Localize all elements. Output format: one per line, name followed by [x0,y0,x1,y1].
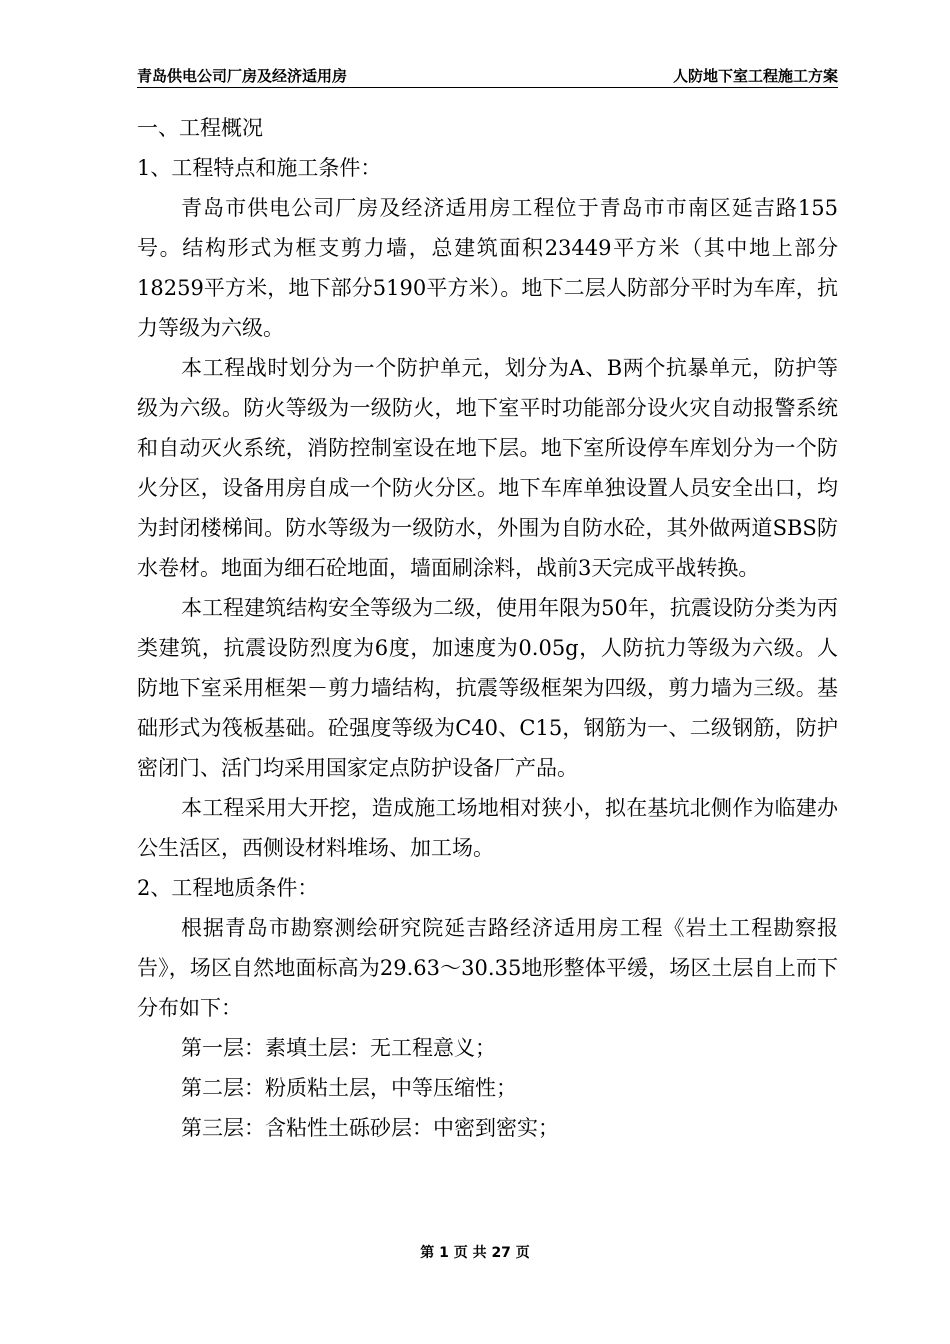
header-document-title: 人防地下室工程施工方案 [672,67,838,85]
paragraph-structure: 本工程建筑结构安全等级为二级，使用年限为50年，抗震设防分类为丙类建筑，抗震设防烈度为6度，加速度为0.05g，人防抗力等级为六级。人防地下室采用框架－剪力墙结构，抗震等级框架为四级，剪力墙为三级。基础形式为筏板基础。砼强度等级为C40、C15，钢筋为一、二级钢筋，防护密闭门、活门均采用国家定点防护设备厂产品。 [137,596,838,780]
paragraph-location: 青岛市供电公司厂房及经济适用房工程位于青岛市市南区延吉路155号。结构形式为框支剪力墙，总建筑面积23449平方米（其中地上部分18259平方米，地下部分5190平方米）。地下二层人防部分平时为车库，抗力等级为六级。 [137,196,838,340]
paragraph-geology: 根据青岛市勘察测绘研究院延吉路经济适用房工程《岩土工程勘察报告》，场区自然地面标高为29.63～30.35地形整体平缓，场区土层自上而下分布如下： [137,916,838,1020]
paragraph-protection: 本工程战时划分为一个防护单元，划分为A、B两个抗暴单元，防护等级为六级。防火等级为一级防火，地下室平时功能部分设火灾自动报警系统和自动灭火系统，消防控制室设在地下层。地下室所设停车库划分为一个防火分区，设备用房自成一个防火分区。地下车库单独设置人员安全出口，均为封闭楼梯间。防水等级为一级防水，外围为自防水砼，其外做两道SBS防水卷材。地面为细石砼地面，墙面刷涂料，战前3天完成平战转换。 [137,356,838,580]
paragraph-site: 本工程采用大开挖，造成施工场地相对狭小，拟在基坑北侧作为临建办公生活区，西侧设材料堆场、加工场。 [137,796,838,860]
layer-item: 第一层：素填土层：无工程意义； [181,1036,496,1060]
page-header [137,65,838,88]
section-heading-overview: 一、工程概况 [137,116,263,140]
document-body [137,108,838,1148]
subsection-heading-features: 1、工程特点和施工条件： [137,156,382,180]
layer-item: 第三层：含粘性土砾砂层：中密到密实； [181,1116,559,1140]
page-number: 第 1 页 共 27 页 [420,1245,530,1261]
header-project-name: 青岛供电公司厂房及经济适用房 [137,67,348,85]
layer-item: 第二层：粉质粘土层，中等压缩性； [181,1076,517,1100]
subsection-heading-geology: 2、工程地质条件： [137,876,319,900]
